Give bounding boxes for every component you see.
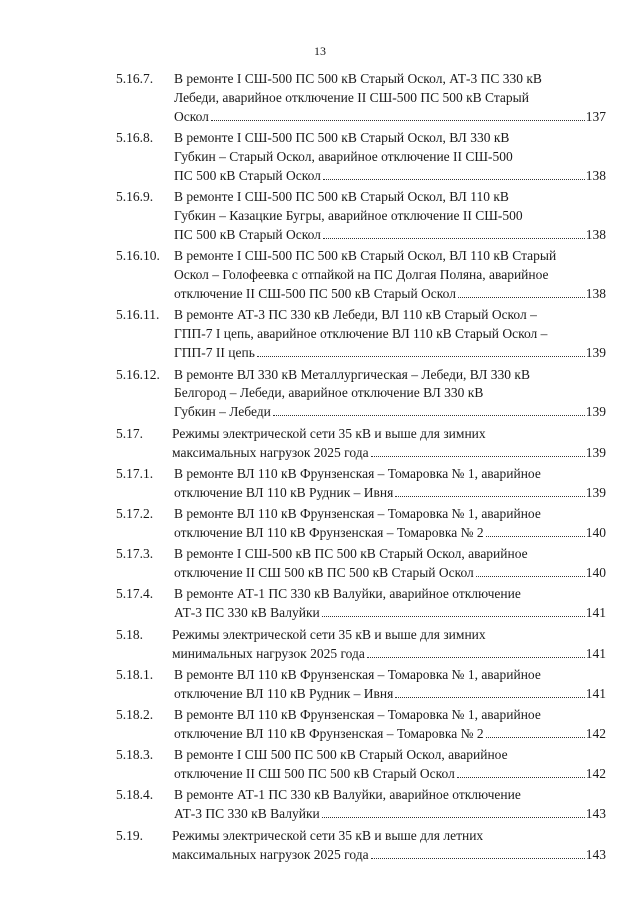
toc-entry-text: ГПП-7 I цепь, аварийное отключение ВЛ 110 кВ Старый Оскол – [174,326,548,342]
toc-entry-number: 5.18.1. [116,666,154,682]
dot-leader [273,415,585,416]
toc-entry-text: АТ-3 ПС 330 кВ Валуйки [174,806,320,822]
dot-leader [323,179,585,180]
toc-page-number: 139 [585,444,606,460]
dot-leader [395,496,584,497]
toc-entry-text: В ремонте АТ-1 ПС 330 кВ Валуйки, аварийное отключение [174,586,521,602]
toc-entry-number: 5.19. [116,827,143,843]
toc-entry-text: ПС 500 кВ Старый Оскол [174,167,321,183]
toc-entry-text: В ремонте I СШ 500 ПС 500 кВ Старый Оскол, аварийное [174,747,508,763]
toc-entry-text: отключение ВЛ 110 кВ Рудник – Ивня [174,685,394,701]
dot-leader [367,657,585,658]
toc-entry-text: отключение II СШ 500 ПС 500 кВ Старый Оскол [174,766,455,782]
toc-entry-number: 5.17.1. [116,465,154,481]
toc-entry [116,247,610,304]
toc-entry-number: 5.18.3. [116,747,154,763]
toc-entry-text: В ремонте I СШ-500 кВ ПС 500 кВ Старый Оскол, аварийное [174,546,528,562]
toc-entry-text: отключение ВЛ 110 кВ Фрунзенская – Томаровка № 2 [174,524,484,540]
toc-entry [116,505,610,543]
toc-entry-text: Режимы электрической сети 35 кВ и выше для летних [172,827,484,843]
toc-page-number: 138 [585,227,606,243]
toc-entry [116,585,610,623]
toc-page-number: 137 [585,108,606,124]
toc-entry-text: В ремонте I СШ-500 ПС 500 кВ Старый Оскол, ВЛ 110 кВ Старый [174,248,557,264]
toc-entry-text: отключение ВЛ 110 кВ Фрунзенская – Томаровка № 2 [174,725,484,741]
toc-entry [116,666,610,704]
toc-entry [116,70,610,127]
toc-entry-number: 5.17.2. [116,506,154,522]
dot-leader [257,356,585,357]
toc-entry-text: В ремонте ВЛ 110 кВ Фрунзенская – Томаровка № 1, аварийное [174,465,541,481]
toc-entry [116,188,610,245]
toc-entry [116,827,610,865]
toc-page-number: 138 [585,167,606,183]
toc-entry-text: Губкин – Старый Оскол, аварийное отключение II СШ-500 [174,149,513,165]
toc-page-number: 143 [585,846,606,862]
dot-leader [458,297,585,298]
toc-entry-text: В ремонте АТ-3 ПС 330 кВ Лебеди, ВЛ 110 кВ Старый Оскол – [174,307,537,323]
toc-entry-number: 5.18.2. [116,707,154,723]
toc-page-number: 141 [585,685,606,701]
toc-entry-text: максимальных нагрузок 2025 года [172,444,369,460]
toc-page-number: 140 [585,524,606,540]
table-of-contents [116,70,610,867]
toc-page-number: 139 [585,484,606,500]
dot-leader [322,616,585,617]
toc-entry-text: Белгород – Лебеди, аварийное отключение ВЛ 330 кВ [174,385,484,401]
toc-page-number: 143 [585,806,606,822]
toc-page-number: 140 [585,565,606,581]
dot-leader [486,536,585,537]
toc-entry-text: Режимы электрической сети 35 кВ и выше для зимних [172,425,486,441]
toc-page-number: 141 [585,605,606,621]
toc-page-number: 139 [585,404,606,420]
toc-page-number: 142 [585,725,606,741]
toc-entry-text: В ремонте I СШ-500 ПС 500 кВ Старый Оскол, АТ-3 ПС 330 кВ [174,71,542,86]
dot-leader [395,697,584,698]
toc-entry-text: ПС 500 кВ Старый Оскол [174,227,321,243]
toc-entry-number: 5.16.9. [116,189,154,205]
toc-page-number: 141 [585,645,606,661]
toc-entry-text: максимальных нагрузок 2025 года [172,846,369,862]
toc-entry-text: Губкин – Казацкие Бугры, аварийное отключение II СШ-500 [174,208,523,224]
toc-entry-text: отключение ВЛ 110 кВ Рудник – Ивня [174,484,394,500]
toc-entry-text: В ремонте ВЛ 110 кВ Фрунзенская – Томаровка № 1, аварийное [174,707,541,723]
toc-entry [116,366,610,423]
dot-leader [486,737,585,738]
toc-entry [116,129,610,186]
toc-entry [116,425,610,463]
toc-entry-text: Губкин – Лебеди [174,404,271,420]
toc-entry-text: В ремонте ВЛ 330 кВ Металлургическая – Лебеди, ВЛ 330 кВ [174,366,530,382]
toc-entry [116,706,610,744]
toc-entry-text: Оскол [174,108,209,124]
dot-leader [457,777,585,778]
dot-leader [371,456,585,457]
toc-entry [116,746,610,784]
toc-entry-text: минимальных нагрузок 2025 года [172,645,365,661]
dot-leader [371,858,585,859]
toc-page-number: 142 [585,766,606,782]
toc-entry-text: В ремонте АТ-1 ПС 330 кВ Валуйки, аварийное отключение [174,787,521,803]
toc-entry-number: 5.16.10. [116,248,160,264]
toc-entry-number: 5.16.7. [116,71,154,86]
toc-entry-number: 5.18. [116,626,143,642]
toc-entry [116,626,610,664]
toc-entry-text: В ремонте ВЛ 110 кВ Фрунзенская – Томаровка № 1, аварийное [174,666,541,682]
toc-entry-text: Оскол – Голофеевка с отпайкой на ПС Долгая Поляна, аварийное [174,267,549,283]
toc-entry-text: В ремонте I СШ-500 ПС 500 кВ Старый Оскол, ВЛ 330 кВ [174,130,510,146]
toc-entry-text: АТ-3 ПС 330 кВ Валуйки [174,605,320,621]
toc-entry [116,545,610,583]
toc-page-number: 138 [585,286,606,302]
dot-leader [211,120,585,121]
toc-entry-number: 5.17. [116,425,143,441]
toc-entry-text: Лебеди, аварийное отключение II СШ-500 ПС 500 кВ Старый [174,89,529,105]
toc-entry-text: отключение II СШ 500 кВ ПС 500 кВ Старый Оскол [174,565,474,581]
dot-leader [323,238,585,239]
toc-entry [116,786,610,824]
toc-entry-text: В ремонте I СШ-500 ПС 500 кВ Старый Оскол, ВЛ 110 кВ [174,189,509,205]
toc-entry-number: 5.16.12. [116,366,160,382]
toc-entry-text: отключение II СШ-500 ПС 500 кВ Старый Оскол [174,286,456,302]
toc-entry-text: В ремонте ВЛ 110 кВ Фрунзенская – Томаровка № 1, аварийное [174,506,541,522]
toc-entry-number: 5.17.3. [116,546,154,562]
toc-entry-text: ГПП-7 II цепь [174,345,255,361]
toc-entry-number: 5.17.4. [116,586,154,602]
toc-entry-number: 5.18.4. [116,787,154,803]
dot-leader [476,576,585,577]
toc-page-number: 139 [585,345,606,361]
toc-entry [116,306,610,363]
page-number: 13 [314,44,326,58]
toc-entry-text: Режимы электрической сети 35 кВ и выше для зимних [172,626,486,642]
toc-entry-number: 5.16.8. [116,130,154,146]
dot-leader [322,817,585,818]
toc-entry [116,465,610,503]
toc-entry-number: 5.16.11. [116,307,160,323]
